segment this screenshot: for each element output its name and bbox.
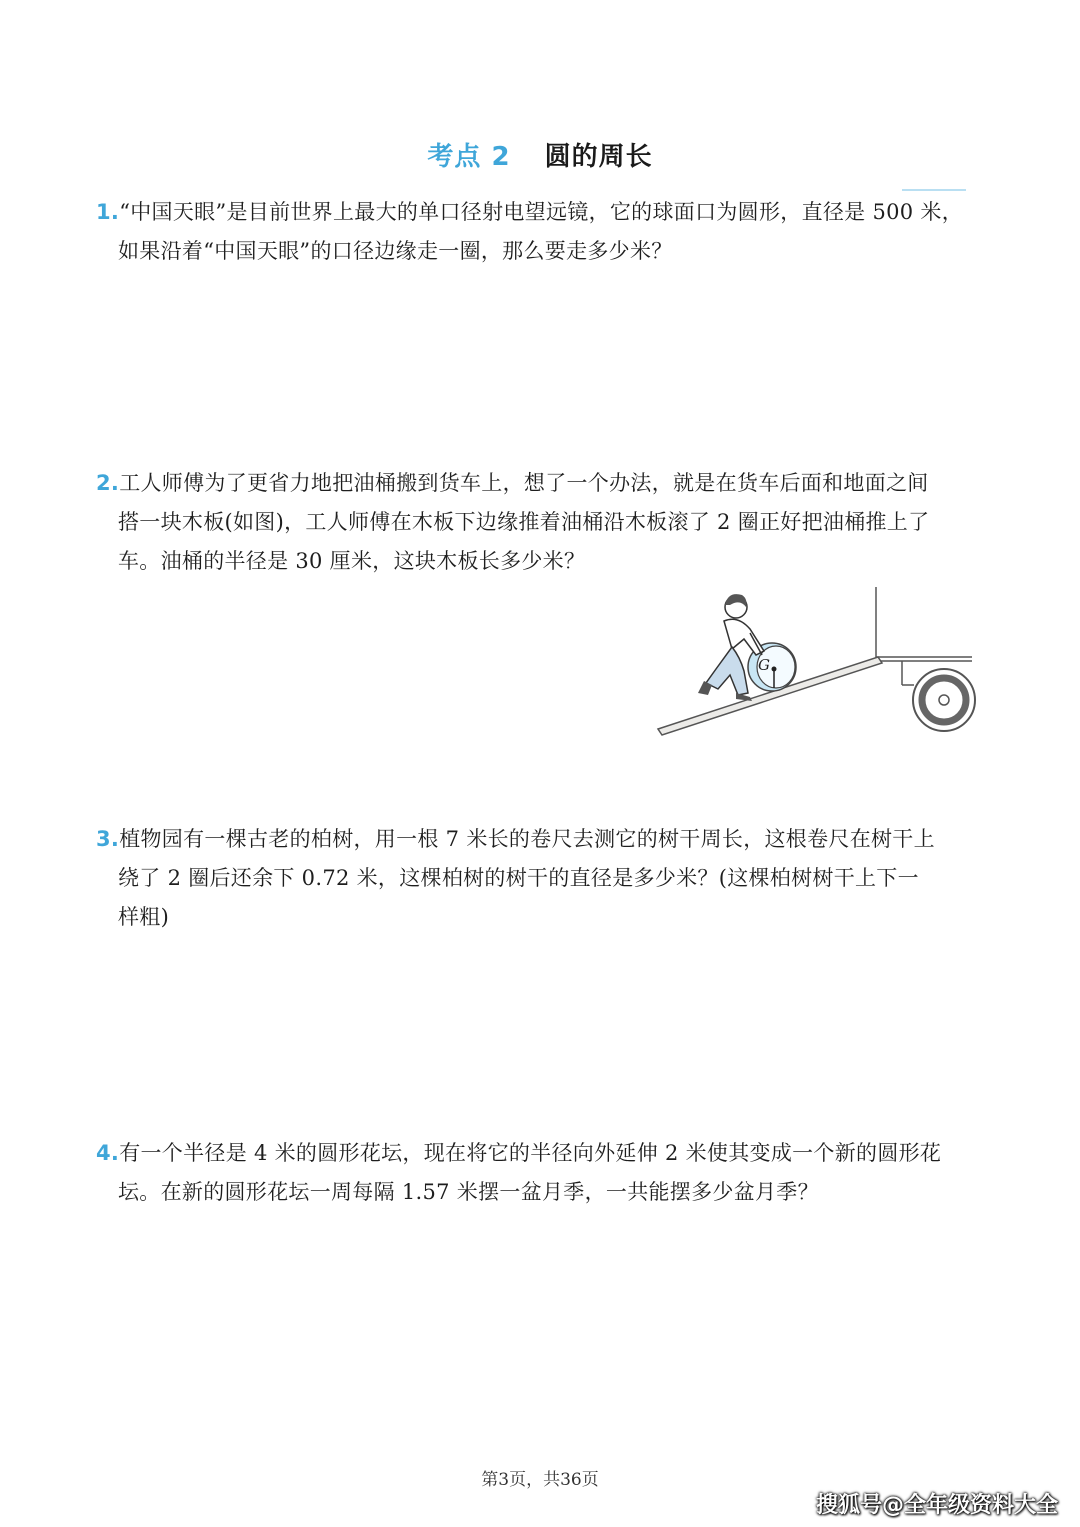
ramp-illustration: [652, 585, 982, 740]
question-number: 3.: [96, 827, 120, 851]
question-number: 2.: [96, 471, 120, 495]
question-2: [96, 464, 986, 581]
question-text-line: 绕了 2 圈后还余下 0.72 米，这棵柏树的树干的直径是多少米？(这棵柏树树干上下一: [118, 866, 919, 890]
topic-title: 圆的周长: [544, 142, 653, 172]
question-4: [96, 1134, 986, 1212]
question-3: [96, 820, 986, 937]
question-text-line: 工人师傅为了更省力地把油桶搬到货车上，想了一个办法，就是在货车后面和地面之间: [119, 471, 929, 495]
question-text-line: 搭一块木板(如图)，工人师傅在木板下边缘推着油桶沿木板滚了 2 圈正好把油桶推上了: [118, 510, 930, 534]
question-number: 4.: [96, 1141, 120, 1165]
question-text-line: 如果沿着“中国天眼”的口径边缘走一圈，那么要走多少米？: [118, 239, 673, 263]
question-text-line: 有一个半径是 4 米的圆形花坛，现在将它的半径向外延伸 2 米使其变成一个新的圆形花: [119, 1141, 942, 1165]
question-1: [96, 193, 986, 271]
topic-label: 考点 2: [427, 142, 511, 172]
barrel-label: G: [758, 656, 770, 674]
question-text-line: 车。油桶的半径是 30 厘米，这块木板长多少米？: [118, 549, 586, 573]
watermark: 搜狐号@全年级资料大全: [815, 1493, 1058, 1518]
truck-wheel: [913, 669, 975, 731]
question-text-line: 坛。在新的圆形花坛一周每隔 1.57 米摆一盆月季，一共能摆多少盆月季？: [118, 1180, 819, 1204]
question-text-line: 样粗): [118, 905, 170, 929]
worker-figure: [698, 594, 764, 701]
page-title: [0, 136, 1080, 173]
question-text-line: 植物园有一棵古老的柏树，用一根 7 米长的卷尺去测它的树干周长，这根卷尺在树干上: [119, 827, 935, 851]
question-text-line: “中国天眼”是目前世界上最大的单口径射电望远镜，它的球面口为圆形，直径是 500 米，: [119, 200, 964, 224]
decorative-line: [902, 189, 966, 191]
page-number: 第3页，共36页: [481, 1470, 599, 1490]
question-number: 1.: [96, 200, 120, 224]
